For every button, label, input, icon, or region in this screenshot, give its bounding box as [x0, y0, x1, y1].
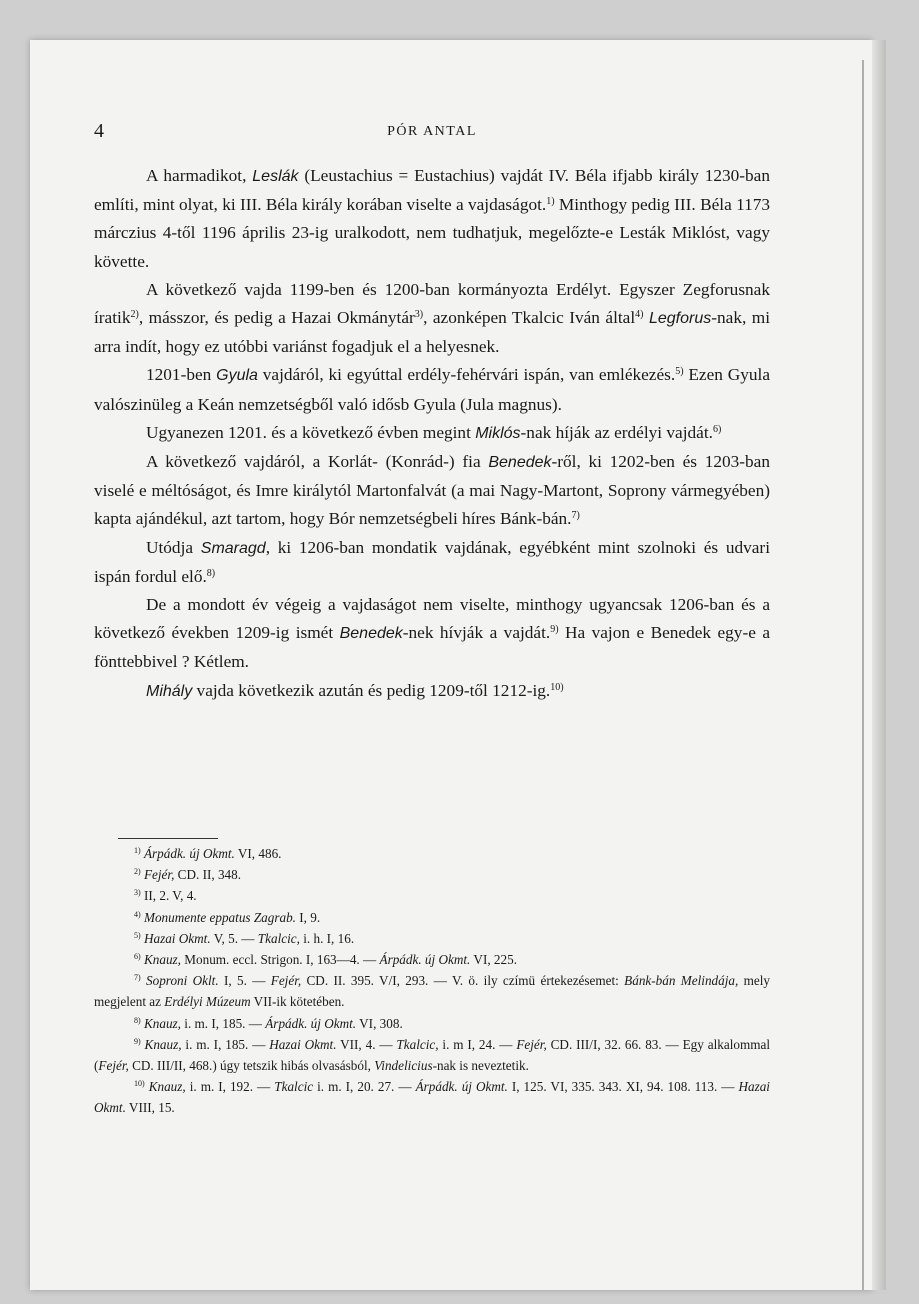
- footnote-rule: [118, 838, 218, 839]
- body-text: [94, 162, 770, 706]
- footnotes: [94, 843, 770, 1119]
- name-benedek: Benedek: [488, 454, 552, 472]
- footnote-ref: 8): [206, 567, 216, 579]
- footnote: $^{4)}$ Monumente eppatus Zagrab. I, 9.: [134, 909, 321, 925]
- footnote-ref: 3): [414, 309, 424, 321]
- footnote-ref: 2): [130, 309, 139, 321]
- paragraph: De a mondott év végeig a vajdaságot nem viselte, minthogy ugyancsak 1206-ban és a következő években 1209-ig ismét Benedek-nek hívják a vajdát.$^{9)}$ Ha vajon e Benedek egy-e a fönttebbivel ? Kétlem.: [94, 595, 770, 672]
- footnote-ref: 5): [675, 366, 684, 378]
- paragraph: A harmadikot, Leslák (Leustachius = Eustachius) vajdát IV. Béla ifjabb király 1230-ban említi, mint olyat, ki III. Béla király korában viselte a vajdaságot.$^{1)}$ Minthogy pedig III. Béla 1173 márczius 4-től 1196 április 23-ig uralkodott, nem tudhatjuk, megelőzte-e Lesták Miklóst, vagy követte.: [94, 166, 770, 271]
- footnote-ref: 6): [712, 423, 722, 435]
- footnote: $^{6)}$ Knauz, Monum. eccl. Strigon. I, 163—4. — Árpádk. új Okmt. VI, 225.: [134, 952, 518, 968]
- page-number: 4: [94, 120, 104, 142]
- name-miklos: Miklós: [475, 424, 521, 442]
- paragraph: A következő vajda 1199-ben és 1200-ban kormányozta Erdélyt. Egyszer Zegforusnak íratik$^{2)}$, másszor, és pedig a Hazai Okmánytár$^{3)}$, azonképen Tkalcic Iván által$^{4)}$ Legforus-nak, mi arra indít, hogy ez utóbbi variánst fogadjuk el a helyesnek.: [94, 279, 770, 357]
- paragraph: Mihály vajda következik azután és pedig 1209-től 1212-ig.$^{10)}$: [146, 680, 564, 700]
- footnote: $^{2)}$ Fejér, CD. II, 348.: [134, 867, 242, 883]
- paragraph: Utódja Smaragd, ki 1206-ban mondatik vajdának, egyébként mint szolnoki és udvari ispán fordul elő.$^{8)}$: [94, 537, 770, 586]
- binding-edge: [862, 60, 864, 1290]
- footnote: $^{9)}$ Knauz, i. m. I, 185. — Hazai Okmt. VII, 4. — Tkalcic, i. m I, 24. — Fejér, CD. III/I, 32. 66. 83. — Egy alkalommal (Fejér, CD. III/II, 468.) úgy tetszik hibás olvasásból, Vindelicius-nak is neveztetik.: [94, 1036, 770, 1074]
- footnote-ref: 9): [550, 624, 559, 636]
- footnote-ref: 10): [550, 681, 564, 693]
- footnote: $^{7)}$ Soproni Oklt. I, 5. — Fejér, CD. II. 395. V/I, 293. — V. ö. ily czímü értekezésemet: Bánk-bán Melindája, mely megjelent az Erdélyi Múzeum VII-ik kötetében.: [94, 973, 771, 1010]
- paragraph: Ugyanezen 1201. és a következő évben megint Miklós-nak híják az erdélyi vajdát.$^{6)}$: [146, 422, 722, 442]
- name-legforus: Legforus: [648, 310, 712, 328]
- running-head: PÓR ANTAL: [387, 124, 477, 139]
- name-benedek-2: Benedek: [339, 625, 403, 643]
- paragraph: 1201-ben Gyula vajdáról, ki egyúttal erdély-fehérvári ispán, van emlékezés.$^{5)}$ Ezen Gyula valószinüleg a Keán nemzetségből való idősb Gyula (Jula magnus).: [94, 365, 770, 414]
- page-edge: [872, 40, 886, 1290]
- paragraph: A következő vajdáról, a Korlát- (Konrád-) fia Benedek-ről, ki 1202-ben és 1203-ban viselé e méltóságot, és Imre királytól Martonfalvát (a mai Nagy-Martont, Soprony vármegyében) kapta ajándékul, azt tartom, hogy Bór nemzetségbeli híres Bánk-bán.$^{7)}$: [94, 452, 770, 529]
- name-leslak: Leslák: [252, 168, 299, 185]
- footnote-ref: 1): [546, 196, 555, 208]
- footnote: $^{3)}$ II, 2. V, 4.: [134, 888, 197, 904]
- footnote: $^{5)}$ Hazai Okmt. V, 5. — Tkalcic, i. h. I, 16.: [134, 930, 355, 946]
- footnote-ref: 4): [635, 309, 644, 321]
- page-header: [94, 120, 770, 144]
- name-mihaly: Mihály: [146, 682, 193, 700]
- name-gyula: Gyula: [216, 367, 258, 385]
- footnote: $^{10)}$ Knauz, i. m. I, 192. — Tkalcic i. m. I, 20. 27. — Árpádk. új Okmt. I, 125. VI, 335. 343. XI, 94. 108. 113. — Hazai Okmt. VIII, 15.: [94, 1079, 770, 1116]
- footnote-ref: 7): [571, 510, 580, 522]
- footnote: $^{8)}$ Knauz, i. m. I, 185. — Árpádk. új Okmt. VI, 308.: [134, 1015, 403, 1031]
- footnote: $^{1)}$ Árpádk. új Okmt. VI, 486.: [134, 846, 282, 861]
- name-smaragd: Smaragd: [200, 539, 266, 557]
